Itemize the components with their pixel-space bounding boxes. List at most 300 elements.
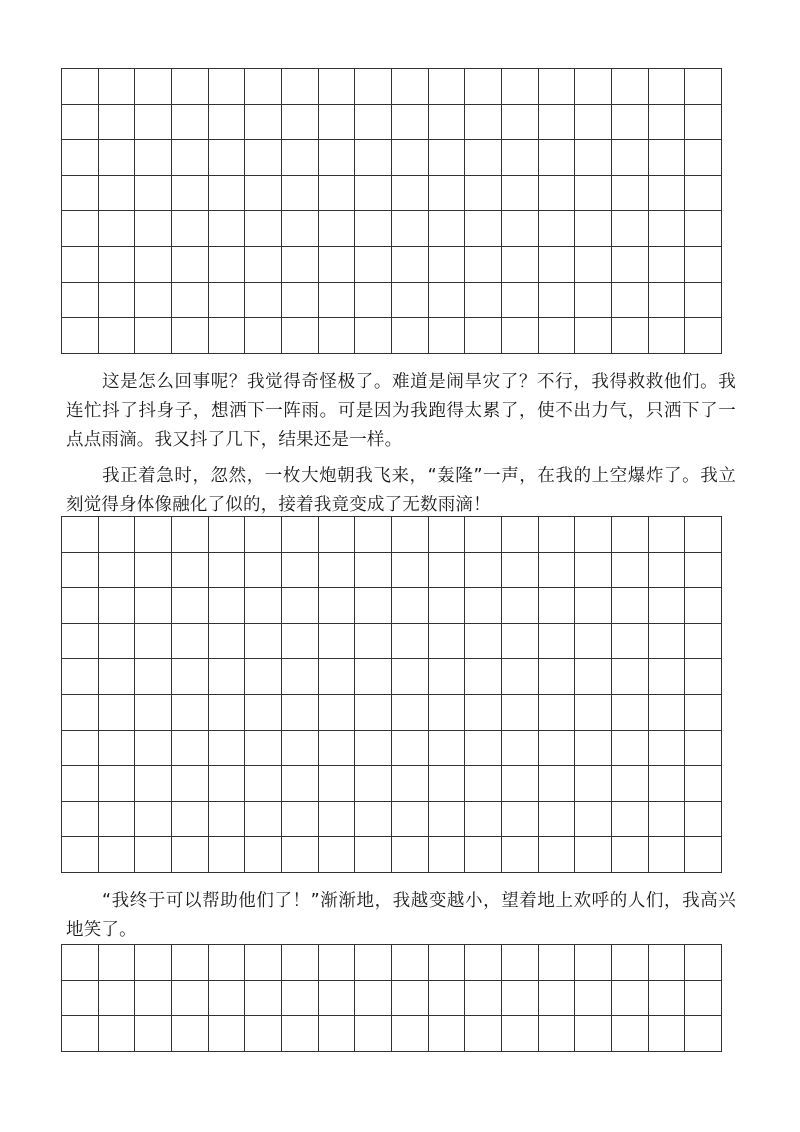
writing-grid-3 — [61, 944, 722, 1052]
grid-cell — [282, 766, 319, 802]
grid-cell — [429, 731, 466, 767]
grid-cell — [319, 624, 356, 660]
grid-cell — [355, 69, 392, 105]
grid-cell — [612, 624, 649, 660]
grid-cell — [612, 517, 649, 553]
paragraph-3: “我终于可以帮助他们了！”渐渐地，我越变越小，望着地上欢呼的人们，我高兴地笑了。 — [66, 891, 736, 940]
grid-cell — [282, 318, 319, 354]
grid-cell — [502, 695, 539, 731]
grid-cell — [135, 624, 172, 660]
writing-grid-2 — [61, 516, 722, 873]
grid-cell — [685, 105, 722, 141]
grid-cell — [392, 659, 429, 695]
grid-cell — [392, 1016, 429, 1052]
grid-cell — [172, 247, 209, 283]
grid-cell — [245, 105, 282, 141]
grid-cell — [319, 945, 356, 981]
grid-cell — [172, 659, 209, 695]
grid-cell — [245, 588, 282, 624]
grid-cell — [392, 176, 429, 212]
grid-cell — [209, 588, 246, 624]
grid-cell — [99, 731, 136, 767]
grid-cell — [392, 945, 429, 981]
grid-cell — [245, 802, 282, 838]
paragraph-1: 这是怎么回事呢？我觉得奇怪极了。难道是闹旱灾了？不行，我得救救他们。我连忙抖了抖身子，想洒下一阵雨。可是因为我跑得太累了，使不出力气，只洒下了一点点雨滴。我又抖了几下，结果还是一样。 — [66, 372, 736, 450]
grid-cell — [282, 69, 319, 105]
grid-cell — [62, 140, 99, 176]
grid-cell — [685, 283, 722, 319]
grid-cell — [429, 553, 466, 589]
grid-cell — [135, 802, 172, 838]
grid-cell — [685, 247, 722, 283]
grid-cell — [99, 588, 136, 624]
grid-cell — [135, 588, 172, 624]
grid-cell — [245, 766, 282, 802]
grid-cell — [539, 802, 576, 838]
grid-cell — [429, 1016, 466, 1052]
grid-cell — [685, 802, 722, 838]
grid-cell — [172, 517, 209, 553]
grid-cell — [429, 981, 466, 1017]
grid-cell — [135, 553, 172, 589]
grid-cell — [319, 553, 356, 589]
writing-grid-1 — [61, 68, 722, 354]
grid-cell — [319, 731, 356, 767]
grid-cell — [245, 695, 282, 731]
grid-cell — [649, 283, 686, 319]
grid-cell — [392, 837, 429, 873]
grid-cell — [465, 318, 502, 354]
grid-cell — [685, 659, 722, 695]
grid-cell — [502, 176, 539, 212]
grid-cell — [209, 945, 246, 981]
grid-cell — [172, 802, 209, 838]
grid-cell — [135, 318, 172, 354]
grid-cell — [649, 588, 686, 624]
grid-cell — [172, 731, 209, 767]
grid-cell — [502, 517, 539, 553]
grid-cell — [172, 283, 209, 319]
grid-cell — [209, 140, 246, 176]
grid-cell — [612, 731, 649, 767]
grid-cell — [99, 981, 136, 1017]
grid-cell — [465, 731, 502, 767]
grid-cell — [392, 283, 429, 319]
grid-cell — [245, 176, 282, 212]
grid-cell — [649, 517, 686, 553]
grid-cell — [392, 731, 429, 767]
grid-cell — [612, 140, 649, 176]
grid-cell — [319, 176, 356, 212]
grid-cell — [575, 105, 612, 141]
grid-cell — [282, 247, 319, 283]
grid-cell — [172, 553, 209, 589]
grid-cell — [429, 837, 466, 873]
grid-cell — [502, 283, 539, 319]
grid-cell — [649, 695, 686, 731]
grid-cell — [465, 553, 502, 589]
grid-cell — [392, 553, 429, 589]
grid-cell — [429, 588, 466, 624]
grid-cell — [245, 731, 282, 767]
grid-cell — [575, 588, 612, 624]
grid-cell — [245, 981, 282, 1017]
grid-cell — [575, 69, 612, 105]
grid-cell — [355, 624, 392, 660]
grid-cell — [392, 588, 429, 624]
grid-cell — [649, 211, 686, 247]
grid-cell — [502, 802, 539, 838]
grid-cell — [282, 553, 319, 589]
grid-cell — [685, 1016, 722, 1052]
grid-cell — [355, 318, 392, 354]
grid-cell — [465, 105, 502, 141]
grid-cell — [575, 247, 612, 283]
grid-cell — [465, 283, 502, 319]
grid-cell — [99, 247, 136, 283]
grid-cell — [612, 318, 649, 354]
grid-cell — [319, 837, 356, 873]
grid-cell — [649, 247, 686, 283]
grid-cell — [209, 283, 246, 319]
grid-cell — [502, 211, 539, 247]
grid-cell — [429, 659, 466, 695]
grid-cell — [502, 69, 539, 105]
grid-cell — [392, 69, 429, 105]
grid-cell — [62, 624, 99, 660]
grid-cell — [685, 731, 722, 767]
grid-cell — [245, 659, 282, 695]
paragraph-2: 我正着急时，忽然，一枚大炮朝我飞来，“轰隆”一声，在我的上空爆炸了。我立刻觉得身体像融化了似的，接着我竟变成了无数雨滴！ — [66, 466, 736, 515]
grid-cell — [539, 659, 576, 695]
grid-cell — [355, 283, 392, 319]
grid-cell — [575, 283, 612, 319]
grid-cell — [685, 553, 722, 589]
grid-cell — [209, 105, 246, 141]
grid-cell — [319, 140, 356, 176]
grid-cell — [172, 766, 209, 802]
grid-cell — [575, 802, 612, 838]
grid-cell — [172, 211, 209, 247]
grid-cell — [99, 318, 136, 354]
grid-cell — [172, 588, 209, 624]
grid-cell — [685, 318, 722, 354]
grid-cell — [392, 140, 429, 176]
grid-cell — [429, 517, 466, 553]
grid-cell — [465, 211, 502, 247]
grid-cell — [245, 945, 282, 981]
grid-cell — [319, 588, 356, 624]
grid-cell — [99, 176, 136, 212]
grid-cell — [392, 624, 429, 660]
grid-cell — [612, 588, 649, 624]
grid-cell — [62, 981, 99, 1017]
grid-cell — [539, 283, 576, 319]
grid-cell — [539, 140, 576, 176]
grid-cell — [392, 318, 429, 354]
grid-cell — [612, 211, 649, 247]
grid-cell — [135, 283, 172, 319]
grid-cell — [245, 837, 282, 873]
grid-cell — [245, 553, 282, 589]
grid-cell — [135, 695, 172, 731]
grid-cell — [649, 731, 686, 767]
grid-cell — [355, 176, 392, 212]
grid-cell — [245, 1016, 282, 1052]
grid-cell — [99, 211, 136, 247]
grid-cell — [685, 981, 722, 1017]
grid-cell — [319, 766, 356, 802]
grid-cell — [429, 211, 466, 247]
grid-cell — [502, 731, 539, 767]
grid-cell — [99, 624, 136, 660]
grid-cell — [429, 176, 466, 212]
grid-cell — [649, 69, 686, 105]
grid-cell — [355, 553, 392, 589]
grid-cell — [649, 802, 686, 838]
grid-cell — [135, 945, 172, 981]
grid-cell — [135, 837, 172, 873]
grid-cell — [355, 211, 392, 247]
grid-cell — [612, 1016, 649, 1052]
grid-cell — [209, 624, 246, 660]
grid-cell — [539, 318, 576, 354]
grid-cell — [282, 211, 319, 247]
grid-cell — [282, 105, 319, 141]
grid-cell — [649, 140, 686, 176]
grid-cell — [172, 945, 209, 981]
grid-cell — [612, 945, 649, 981]
grid-cell — [209, 731, 246, 767]
grid-cell — [429, 69, 466, 105]
grid-cell — [172, 318, 209, 354]
grid-cell — [539, 695, 576, 731]
grid-cell — [539, 731, 576, 767]
grid-cell — [649, 945, 686, 981]
grid-cell — [355, 659, 392, 695]
grid-cell — [282, 588, 319, 624]
grid-cell — [575, 140, 612, 176]
grid-cell — [612, 283, 649, 319]
grid-cell — [209, 211, 246, 247]
grid-cell — [502, 553, 539, 589]
grid-cell — [135, 517, 172, 553]
grid-cell — [539, 517, 576, 553]
grid-cell — [575, 1016, 612, 1052]
grid-cell — [245, 517, 282, 553]
grid-cell — [575, 731, 612, 767]
grid-cell — [62, 69, 99, 105]
grid-cell — [502, 1016, 539, 1052]
grid-cell — [649, 318, 686, 354]
grid-cell — [539, 247, 576, 283]
grid-cell — [282, 837, 319, 873]
grid-cell — [355, 981, 392, 1017]
grid-cell — [539, 588, 576, 624]
grid-cell — [62, 176, 99, 212]
grid-cell — [685, 624, 722, 660]
grid-cell — [62, 318, 99, 354]
grid-cell — [612, 553, 649, 589]
grid-cell — [282, 659, 319, 695]
grid-cell — [99, 517, 136, 553]
grid-cell — [612, 69, 649, 105]
grid-cell — [135, 69, 172, 105]
grid-cell — [355, 837, 392, 873]
grid-cell — [465, 695, 502, 731]
grid-cell — [209, 553, 246, 589]
grid-cell — [209, 837, 246, 873]
grid-cell — [355, 945, 392, 981]
grid-cell — [502, 659, 539, 695]
grid-cell — [319, 981, 356, 1017]
grid-cell — [209, 69, 246, 105]
grid-cell — [685, 588, 722, 624]
grid-cell — [99, 695, 136, 731]
grid-cell — [649, 624, 686, 660]
grid-cell — [649, 766, 686, 802]
grid-cell — [649, 981, 686, 1017]
grid-cell — [649, 553, 686, 589]
grid-cell — [135, 766, 172, 802]
grid-cell — [539, 176, 576, 212]
grid-cell — [685, 176, 722, 212]
grid-cell — [392, 517, 429, 553]
grid-cell — [62, 766, 99, 802]
grid-cell — [209, 766, 246, 802]
grid-cell — [245, 211, 282, 247]
grid-cell — [465, 624, 502, 660]
grid-cell — [539, 837, 576, 873]
grid-cell — [465, 588, 502, 624]
grid-cell — [575, 624, 612, 660]
grid-cell — [319, 318, 356, 354]
grid-cell — [539, 553, 576, 589]
grid-cell — [355, 766, 392, 802]
grid-cell — [502, 318, 539, 354]
grid-cell — [649, 837, 686, 873]
grid-cell — [319, 659, 356, 695]
grid-cell — [355, 588, 392, 624]
grid-cell — [135, 211, 172, 247]
grid-cell — [62, 211, 99, 247]
grid-cell — [62, 837, 99, 873]
grid-cell — [282, 695, 319, 731]
grid-cell — [575, 211, 612, 247]
grid-cell — [429, 105, 466, 141]
grid-cell — [135, 176, 172, 212]
grid-cell — [502, 837, 539, 873]
grid-cell — [282, 624, 319, 660]
grid-cell — [99, 1016, 136, 1052]
grid-cell — [172, 837, 209, 873]
grid-cell — [539, 69, 576, 105]
grid-cell — [465, 176, 502, 212]
grid-cell — [62, 105, 99, 141]
grid-cell — [539, 981, 576, 1017]
grid-cell — [575, 318, 612, 354]
grid-cell — [135, 140, 172, 176]
grid-cell — [539, 766, 576, 802]
grid-cell — [172, 624, 209, 660]
grid-cell — [612, 659, 649, 695]
grid-cell — [355, 140, 392, 176]
grid-cell — [612, 802, 649, 838]
grid-cell — [209, 1016, 246, 1052]
grid-cell — [575, 766, 612, 802]
grid-cell — [575, 837, 612, 873]
grid-cell — [62, 659, 99, 695]
grid-cell — [319, 69, 356, 105]
grid-cell — [135, 981, 172, 1017]
grid-cell — [685, 140, 722, 176]
grid-cell — [575, 517, 612, 553]
grid-cell — [245, 247, 282, 283]
grid-cell — [649, 1016, 686, 1052]
grid-cell — [282, 731, 319, 767]
grid-cell — [245, 69, 282, 105]
grid-cell — [685, 837, 722, 873]
grid-cell — [209, 318, 246, 354]
grid-cell — [685, 695, 722, 731]
grid-cell — [99, 105, 136, 141]
grid-cell — [392, 802, 429, 838]
grid-cell — [392, 247, 429, 283]
grid-cell — [135, 105, 172, 141]
grid-cell — [355, 247, 392, 283]
grid-cell — [502, 766, 539, 802]
grid-cell — [209, 247, 246, 283]
grid-cell — [135, 1016, 172, 1052]
grid-cell — [209, 176, 246, 212]
grid-cell — [62, 695, 99, 731]
grid-cell — [172, 69, 209, 105]
grid-cell — [502, 624, 539, 660]
grid-cell — [649, 176, 686, 212]
grid-cell — [685, 766, 722, 802]
grid-cell — [429, 318, 466, 354]
grid-cell — [575, 695, 612, 731]
grid-cell — [62, 802, 99, 838]
grid-cell — [62, 247, 99, 283]
grid-cell — [282, 283, 319, 319]
grid-cell — [355, 105, 392, 141]
grid-cell — [429, 945, 466, 981]
grid-cell — [355, 1016, 392, 1052]
grid-cell — [62, 1016, 99, 1052]
grid-cell — [135, 247, 172, 283]
grid-cell — [649, 659, 686, 695]
grid-cell — [62, 731, 99, 767]
grid-cell — [539, 624, 576, 660]
grid-cell — [502, 588, 539, 624]
grid-cell — [282, 517, 319, 553]
grid-cell — [62, 588, 99, 624]
grid-cell — [429, 624, 466, 660]
grid-cell — [355, 802, 392, 838]
grid-cell — [502, 981, 539, 1017]
grid-cell — [465, 140, 502, 176]
grid-cell — [319, 1016, 356, 1052]
grid-cell — [355, 695, 392, 731]
grid-cell — [612, 247, 649, 283]
grid-cell — [539, 211, 576, 247]
grid-cell — [99, 945, 136, 981]
grid-cell — [465, 659, 502, 695]
grid-cell — [282, 176, 319, 212]
grid-cell — [282, 1016, 319, 1052]
grid-cell — [99, 140, 136, 176]
